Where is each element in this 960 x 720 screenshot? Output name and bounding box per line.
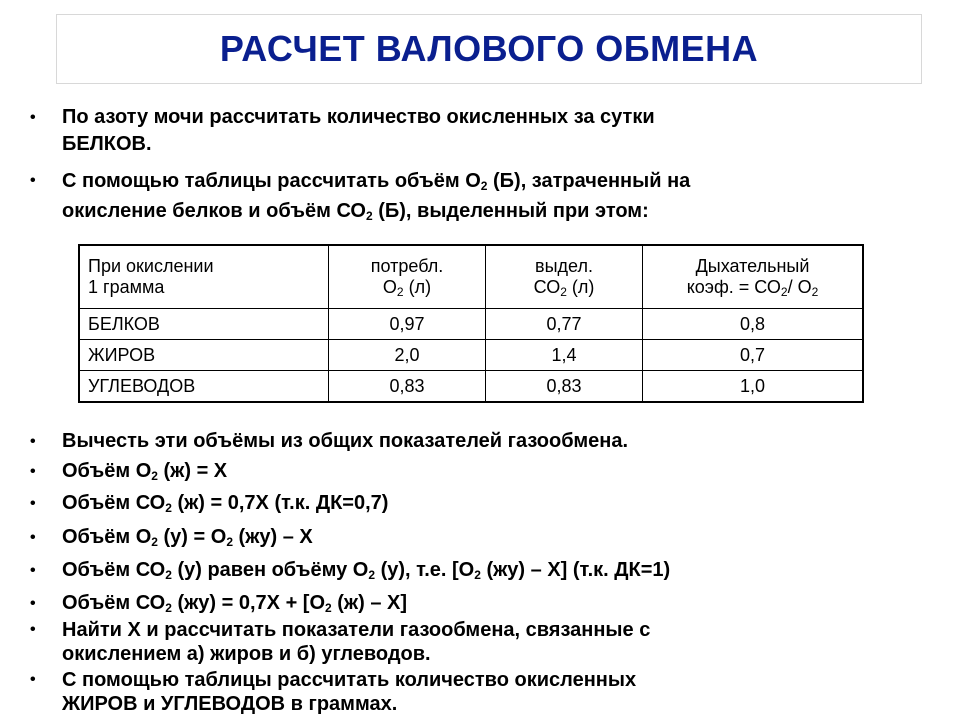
bullet-text <box>62 557 902 584</box>
bullet-text <box>62 590 902 617</box>
bullet-icon: • <box>30 109 36 126</box>
text-part: ЖИРОВ и УГЛЕВОДОВ в граммах. <box>62 693 398 715</box>
header-cell <box>79 245 329 309</box>
bullet-text <box>62 428 902 455</box>
bullet-icon: • <box>30 595 36 612</box>
table-cell: 0,8 <box>643 309 864 340</box>
header-cell <box>486 245 643 309</box>
table-row <box>79 309 863 340</box>
text-part: (жу) – Х <box>233 526 313 548</box>
subscript: 2 <box>226 535 233 549</box>
text-part: С помощью таблицы рассчитать объём О <box>62 170 481 192</box>
table-cell: 2,0 <box>329 340 486 371</box>
table-cell: 0,97 <box>329 309 486 340</box>
title-box <box>56 14 922 84</box>
table-cell: 1,0 <box>643 371 864 403</box>
table-cell: 0,77 <box>486 309 643 340</box>
header-text: СО <box>533 277 561 297</box>
bullet-icon: • <box>30 529 36 546</box>
text-part: (ж) – Х] <box>331 592 407 614</box>
text-part: (у), т.е. [О <box>375 559 475 581</box>
text-part: (Б), выделенный при этом: <box>372 200 649 222</box>
text-part: Объём СО <box>62 492 166 514</box>
subscript: 2 <box>811 285 819 299</box>
bullet-text <box>62 104 902 158</box>
header-text: О <box>382 277 397 297</box>
subscript: 2 <box>165 501 172 515</box>
subscript: 2 <box>560 285 567 299</box>
text-part: (ж) = Х <box>157 460 228 482</box>
bullet-text <box>62 166 902 226</box>
bullet-text <box>62 524 902 551</box>
text-part: (жу) – Х] (т.к. ДК=1) <box>480 559 671 581</box>
table-cell: 1,4 <box>486 340 643 371</box>
subscript: 2 <box>780 285 788 299</box>
table-cell: 0,83 <box>329 371 486 403</box>
table-cell: БЕЛКОВ <box>79 309 329 340</box>
subscript: 2 <box>368 568 376 582</box>
subscript: 2 <box>474 568 481 582</box>
text-part: Объём СО <box>62 592 166 614</box>
text-part: С помощью таблицы рассчитать количество окисленных <box>62 669 637 691</box>
subscript: 2 <box>396 285 404 299</box>
bullet-icon: • <box>30 172 36 189</box>
subscript: 2 <box>365 209 373 223</box>
subscript: 2 <box>151 535 158 549</box>
table-header-row <box>79 245 863 309</box>
bullet-icon: • <box>30 463 36 480</box>
bullet-icon: • <box>30 433 36 450</box>
header-text: Дыхательный <box>695 256 810 276</box>
table-cell: ЖИРОВ <box>79 340 329 371</box>
text-part: (жу) = 0,7Х + [О <box>171 592 326 614</box>
subscript: 2 <box>151 469 158 483</box>
text-part: Объём О <box>62 526 152 548</box>
bullet-icon: • <box>30 671 36 688</box>
bullet-text <box>62 458 902 485</box>
table-cell: 0,7 <box>643 340 864 371</box>
text-part: (у) = О <box>157 526 227 548</box>
subscript: 2 <box>165 601 172 615</box>
table-row <box>79 371 863 403</box>
header-text: / О <box>787 277 812 297</box>
table-row <box>79 340 863 371</box>
header-text: коэф. = СО <box>686 277 781 297</box>
header-text: (л) <box>566 277 595 297</box>
header-text: потребл. <box>370 256 444 276</box>
table-cell: УГЛЕВОДОВ <box>79 371 329 403</box>
header-text: (л) <box>403 277 432 297</box>
header-text: выдел. <box>535 256 593 276</box>
bullet-text <box>62 490 902 517</box>
bullet-line: По азоту мочи рассчитать количество окисленных за сутки <box>62 106 655 128</box>
bullet-icon: • <box>30 621 36 638</box>
text-part: Объём СО <box>62 559 166 581</box>
table-cell: 0,83 <box>486 371 643 403</box>
bullet-line: БЕЛКОВ. <box>62 133 152 155</box>
text-part: (ж) = 0,7Х (т.к. ДК=0,7) <box>171 492 389 514</box>
page-title: РАСЧЕТ ВАЛОВОГО ОБМЕНА <box>219 28 759 69</box>
header-text: При окислении <box>88 256 214 276</box>
text-part: окислением а) жиров и б) углеводов. <box>62 643 431 665</box>
header-cell <box>329 245 486 309</box>
bullet-text <box>62 618 902 666</box>
subscript: 2 <box>480 179 488 193</box>
header-text: 1 грамма <box>88 277 165 297</box>
text-part: (у) равен объёму О <box>171 559 369 581</box>
bullet-text <box>62 668 902 716</box>
text-part: окисление белков и объём СО <box>62 200 366 222</box>
text-part: Найти Х и рассчитать показатели газообмена, связанные с <box>62 619 651 641</box>
subscript: 2 <box>165 568 172 582</box>
bullet-icon: • <box>30 495 36 512</box>
text-part: Вычесть эти объёмы из общих показателей газообмена. <box>62 430 628 452</box>
header-cell <box>643 245 864 309</box>
text-part: Объём О <box>62 460 152 482</box>
oxidation-table <box>78 244 864 403</box>
text-part: (Б), затраченный на <box>487 170 691 192</box>
bullet-icon: • <box>30 562 36 579</box>
subscript: 2 <box>325 601 332 615</box>
